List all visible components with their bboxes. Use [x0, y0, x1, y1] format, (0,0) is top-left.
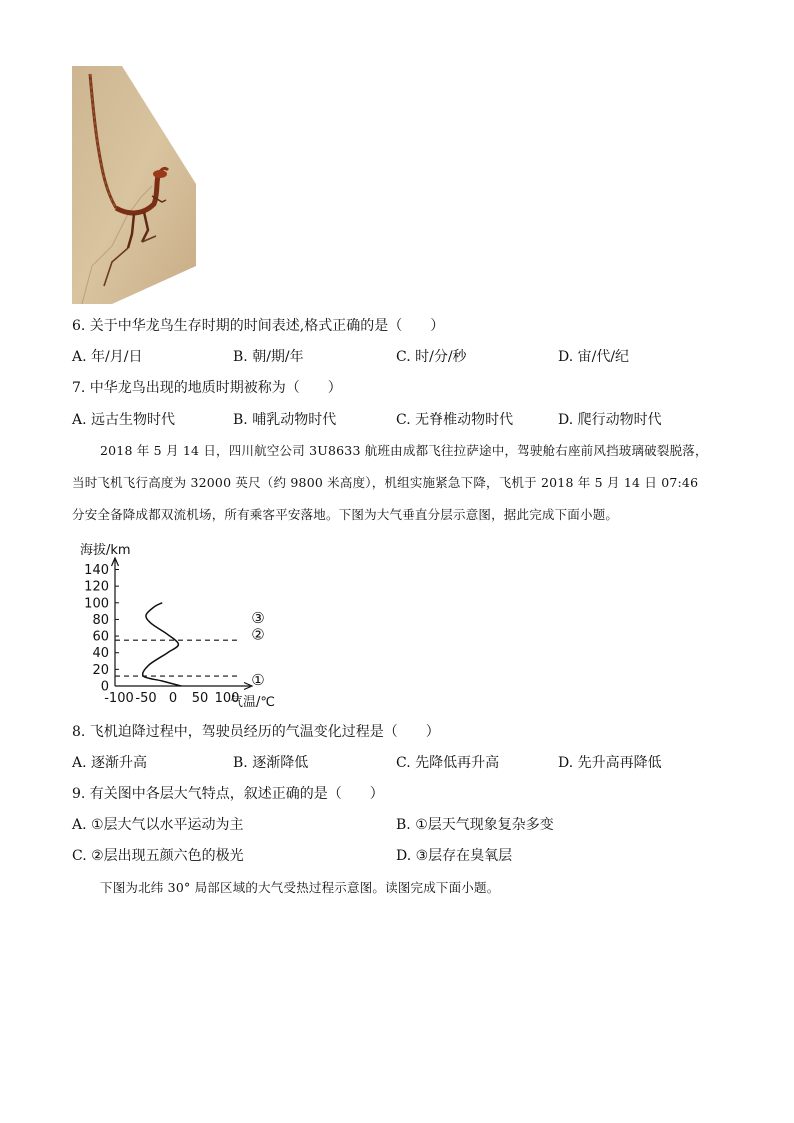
- q9-option-c: C. ②层出现五颜六色的极光: [72, 848, 244, 864]
- x-tick-label: 100: [214, 691, 240, 706]
- layer-label: ③: [251, 608, 265, 627]
- x-tick-label: 0: [168, 691, 178, 706]
- y-tick-label: 80: [92, 612, 109, 628]
- q7-option-b: B. 哺乳动物时代: [233, 412, 337, 428]
- y-tick-label: 40: [92, 646, 109, 662]
- q8-option-d: D. 先升高再降低: [558, 755, 662, 771]
- layer-label: ②: [251, 625, 265, 644]
- q6-option-a: A. 年/月/日: [72, 349, 143, 365]
- passage-2: 下图为北纬 30° 局部区域的大气受热过程示意图。读图完成下面小题。: [100, 880, 500, 895]
- q7-option-a: A. 远古生物时代: [72, 412, 176, 428]
- temperature-curve: [143, 603, 181, 686]
- question-8-stem: 8. 飞机迫降过程中，驾驶员经历的气温变化过程是（ ）: [72, 724, 440, 740]
- q6-option-d: D. 宙/代/纪: [558, 349, 630, 365]
- question-6-stem: 6. 关于中华龙鸟生存时期的时间表述,格式正确的是（ ）: [72, 318, 445, 334]
- x-tick-label: -100: [104, 691, 134, 706]
- q7-option-d: D. 爬行动物时代: [558, 412, 662, 428]
- q9-option-a: A. ①层大气以水平运动为主: [72, 817, 244, 833]
- x-axis-label: 气温/℃: [230, 695, 275, 710]
- question-7-stem: 7. 中华龙鸟出现的地质时期被称为（ ）: [72, 380, 342, 396]
- fossil-photo: [72, 66, 196, 304]
- q6-option-c: C. 时/分/秒: [396, 349, 467, 365]
- q8-option-c: C. 先降低再升高: [396, 755, 500, 771]
- q6-option-b: B. 朝/期/年: [233, 349, 304, 365]
- y-tick-label: 100: [84, 596, 109, 612]
- y-axis-label: 海拔/km: [80, 543, 131, 558]
- question-9-stem: 9. 有关图中各层大气特点，叙述正确的是（ ）: [72, 786, 384, 802]
- y-tick-label: 120: [84, 579, 109, 595]
- passage-1-line-2: 当时飞机飞行高度为 32000 英尺（约 9800 米高度），机组实施紧急下降，飞机于 2018 年 5 月 14 日 07:46: [72, 475, 699, 490]
- atmosphere-layer-chart: [78, 536, 318, 714]
- layer-label: ①: [251, 671, 265, 690]
- q7-option-c: C. 无脊椎动物时代: [396, 412, 514, 428]
- y-tick-label: 20: [92, 662, 109, 678]
- y-tick-label: 60: [92, 629, 109, 645]
- q8-option-a: A. 逐渐升高: [72, 755, 148, 771]
- q8-option-b: B. 逐渐降低: [233, 755, 309, 771]
- y-tick-label: 140: [84, 563, 109, 578]
- passage-1-line-3: 分安全备降成都双流机场，所有乘客平安落地。下图为大气垂直分层示意图，据此完成下面小题。: [72, 507, 619, 522]
- x-tick-label: -50: [135, 691, 157, 706]
- y-tick-label: 0: [100, 679, 109, 695]
- passage-1-line-1: 2018 年 5 月 14 日，四川航空公司 3U8633 航班由成都飞往拉萨途中，驾驶舱右座前风挡玻璃破裂脱落，: [100, 443, 708, 458]
- q9-option-d: D. ③层存在臭氧层: [396, 848, 513, 864]
- q9-option-b: B. ①层天气现象复杂多变: [396, 817, 554, 833]
- x-tick-label: 50: [191, 691, 209, 706]
